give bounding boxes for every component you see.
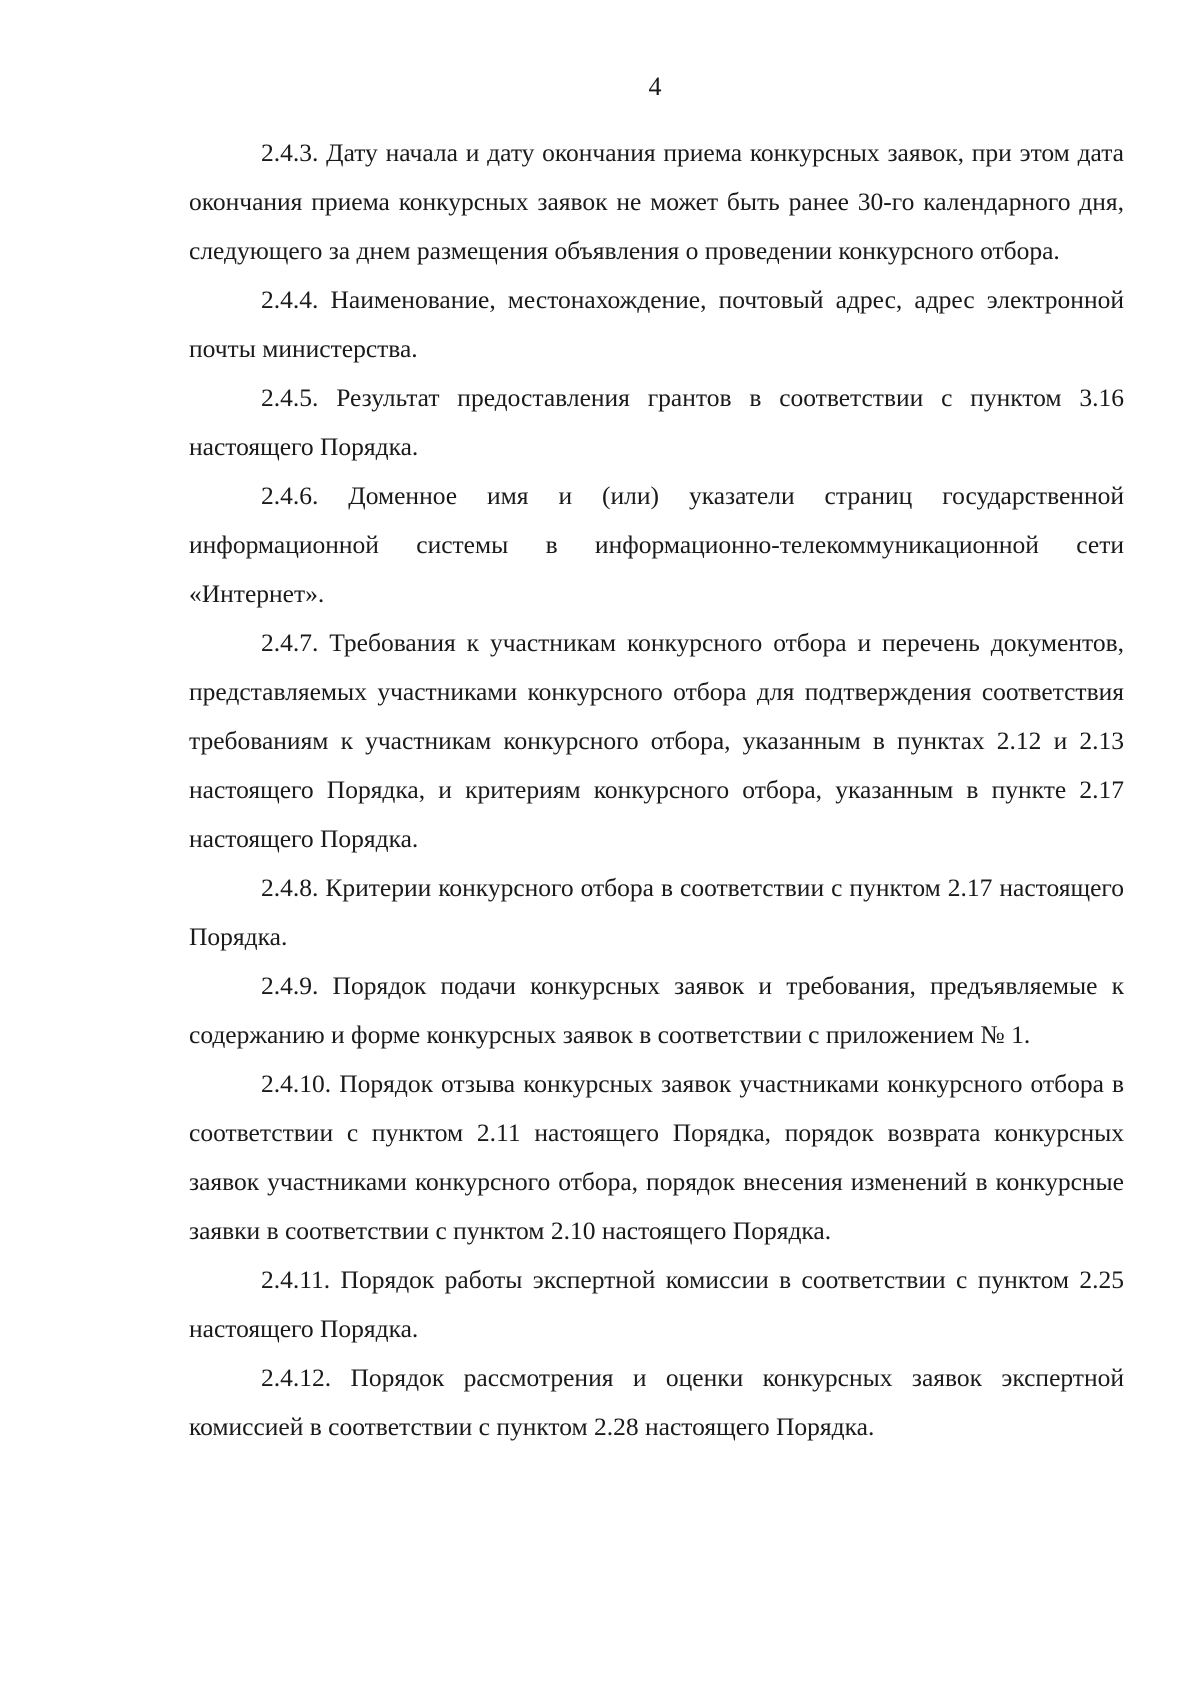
paragraph-2-4-7: 2.4.7. Требования к участникам конкурсного отбора и перечень документов, представляемых участниками конкурсного отбора для подтверждения соответствия требованиям к участникам конкурсного отбора, указанным в пунктах 2.12 и 2.13 настоящего Порядка, и критериям конкурсного отбора, указанным в пункте 2.17 настоящего Порядка. <box>189 628 1124 853</box>
page-number: 4 <box>648 72 662 101</box>
paragraph-2-4-6: 2.4.6. Доменное имя и (или) указатели страниц государственной информационной системы в информационно-телекоммуникационной сети «Интернет». <box>189 481 1124 608</box>
paragraph-2-4-10: 2.4.10. Порядок отзыва конкурсных заявок участниками конкурсного отбора в соответствии с пунктом 2.11 настоящего Порядка, порядок возврата конкурсных заявок участниками конкурсного отбора, порядок внесения изменений в конкурсные заявки в соответствии с пунктом 2.10 настоящего Порядка. <box>189 1069 1124 1245</box>
paragraph-2-4-3: 2.4.3. Дату начала и дату окончания приема конкурсных заявок, при этом дата окончания приема конкурсных заявок не может быть ранее 30-го календарного дня, следующего за днем размещения объявления о проведении конкурсного отбора. <box>189 138 1124 265</box>
paragraph-2-4-8: 2.4.8. Критерии конкурсного отбора в соответствии с пунктом 2.17 настоящего Порядка. <box>189 873 1124 951</box>
paragraph-2-4-4: 2.4.4. Наименование, местонахождение, почтовый адрес, адрес электронной почты министерства. <box>189 285 1124 363</box>
document-body <box>189 128 1124 1451</box>
paragraph-2-4-5: 2.4.5. Результат предоставления грантов в соответствии с пунктом 3.16 настоящего Порядка. <box>189 383 1124 461</box>
paragraph-2-4-12: 2.4.12. Порядок рассмотрения и оценки конкурсных заявок экспертной комиссией в соответствии с пунктом 2.28 настоящего Порядка. <box>189 1363 1124 1441</box>
paragraph-2-4-9: 2.4.9. Порядок подачи конкурсных заявок и требования, предъявляемые к содержанию и форме конкурсных заявок в соответствии с приложением № 1. <box>189 971 1124 1049</box>
paragraph-2-4-11: 2.4.11. Порядок работы экспертной комиссии в соответствии с пунктом 2.25 настоящего Порядка. <box>189 1265 1124 1343</box>
